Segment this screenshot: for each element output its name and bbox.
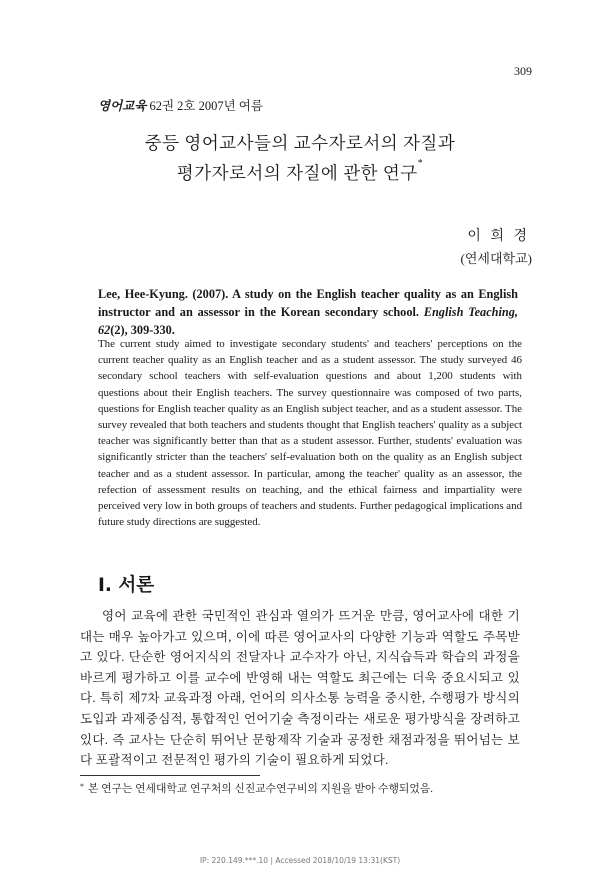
body-paragraph: 영어 교육에 관한 국민적인 관심과 열의가 뜨거운 만큼, 영어교사에 대한 기대는 매우 높아가고 있으며, 이에 따른 영어교사의 다양한 기능과 역할도 주목받고 있다. 단순한 영어지식의 전달자나 교수자가 아닌, 지식습득과 학습의 과정을 바르게 평가하고 이를 교수에 반영해 내는 역할도 최근에는 더욱 중요시되고 있다. 특히 제7차 교육과정 아래, 언어의 의사소통 능력을 중시한, 수행평가 방식의 도입과 과제중심적, 통합적인 언어기술 측정이라는 새로운 평가방식을 장려하고 있다. 즉 교사는 단순히 뛰어난 문항제작 기술과 공정한 채점과정을 뛰어넘는 보다 포괄적이고 전문적인 평가의 기술이 필요하게 되었다. — [80, 609, 520, 768]
journal-issue: 62권 2호 2007년 여름 — [149, 99, 263, 113]
footnote — [80, 781, 433, 796]
footnote-marker: * — [80, 782, 84, 791]
section-heading: I. 서론 — [98, 575, 155, 596]
citation — [98, 285, 518, 339]
page-number: 309 — [514, 64, 532, 78]
citation-text: Lee, Hee-Kyung. (2007). A study on the English teacher quality as an English instructor and an assessor in the Korean secondary school. — [98, 287, 518, 319]
paper-title-line-1: 중등 영어교사들의 교수자로서의 자질과 — [144, 133, 456, 153]
paper-title-line-2 — [0, 160, 600, 185]
journal-name: 영어교육 — [98, 99, 147, 113]
footnote-divider — [80, 775, 260, 776]
citation-pages: (2), 309-330. — [110, 323, 175, 337]
access-info: IP: 220.149.***.10 | Accessed 2018/10/19 13:31(KST) — [199, 856, 401, 865]
journal-header — [98, 96, 263, 114]
footnote-text: 본 연구는 연세대학교 연구처의 신진교수연구비의 지원을 받아 수행되었음. — [88, 783, 433, 795]
title-footnote-marker: * — [417, 158, 424, 169]
abstract: The current study aimed to investigate secondary students' and teachers' perceptions on the current teacher quality as an English teacher and as a student assessor. The study surveyed 46 secondary school teachers with self-evaluation questions and about 1,200 students with questions about their English teachers. The survey questionnaire was composed of two parts, questions for English teacher quality as an English subject teacher, and as a student assessor. The survey revealed that both teachers and students thought that English teachers' quality as a subject teacher was significantly better than that as a student assessor. Further, students' evaluation was significantly stricter than the teachers' self-evaluation both on the quality as an English subject teacher and as a student assessor. In particular, among the teacher' quality as an assessor, the refection of assessment results on teaching, and the ethical fairness and impartiality were perceived very low in both groups of teachers and students. Further pedagogical implications and future study directions are suggested. — [98, 338, 523, 529]
author-name: 이 희 경 — [467, 229, 530, 244]
author-affiliation: (연세대학교) — [460, 251, 532, 266]
paper-title-line-2-text: 평가자로서의 자질에 관한 연구 — [176, 163, 418, 183]
citation-journal: English Teaching, 62 — [98, 305, 518, 337]
